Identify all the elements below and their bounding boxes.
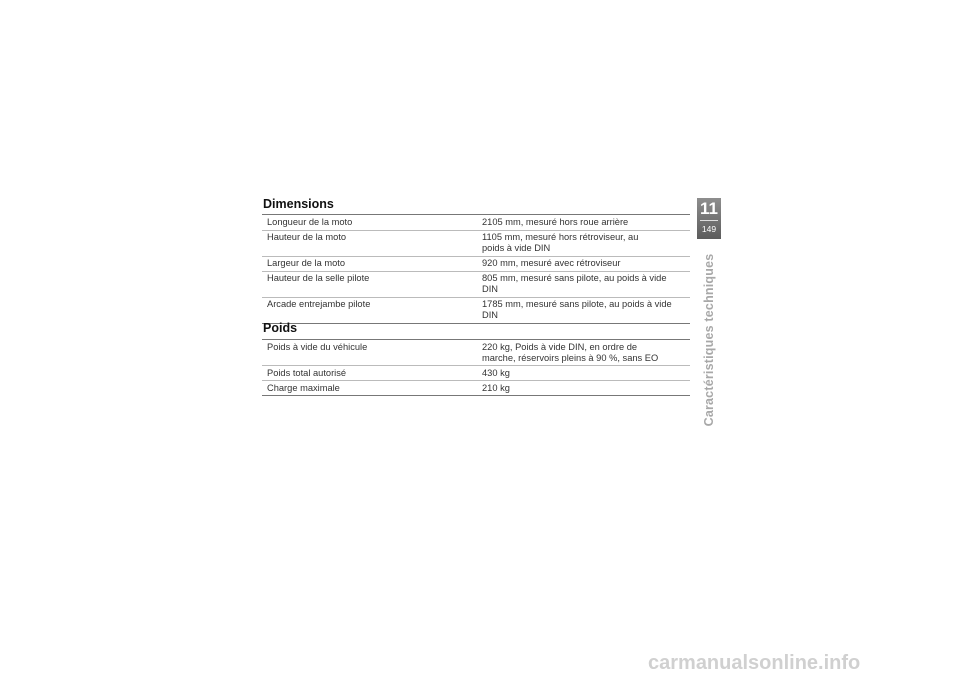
- spec-label: Hauteur de la selle pilote: [267, 273, 370, 283]
- table-row: [262, 297, 690, 323]
- spec-value: 430 kg: [482, 367, 510, 378]
- poids-heading: Poids: [263, 321, 298, 335]
- table-row: [262, 271, 690, 297]
- poids-table: [262, 339, 690, 396]
- spec-value: 1105 mm, mesuré hors rétroviseur, au poids à vide DIN: [482, 232, 639, 253]
- spec-label: Arcade entrejambe pilote: [267, 299, 371, 309]
- chapter-tab: [697, 198, 721, 239]
- table-row: [262, 340, 690, 366]
- spec-value: 920 mm, mesuré avec rétroviseur: [482, 258, 621, 268]
- spec-label: Poids total autorisé: [267, 367, 347, 378]
- spec-value: 220 kg, Poids à vide DIN, en ordre de marche, réservoirs pleins à 90 %, sans EO: [482, 341, 659, 363]
- dimensions-table: [262, 214, 690, 324]
- spec-label: Hauteur de la moto: [267, 232, 347, 242]
- spec-label: Poids à vide du véhicule: [267, 342, 368, 352]
- table-row: [262, 381, 690, 396]
- spec-label: Charge maximale: [267, 382, 340, 393]
- table-row: [262, 230, 690, 256]
- spec-value: 2105 mm, mesuré hors roue arrière: [482, 216, 629, 227]
- watermark: carmanualsonline.info: [648, 652, 861, 674]
- table-row: [262, 256, 690, 271]
- spec-label: Largeur de la moto: [267, 258, 346, 268]
- chapter-divider: [700, 220, 718, 221]
- chapter-side-title: Caractéristiques techniques: [702, 253, 716, 427]
- spec-value: 1785 mm, mesuré sans pilote, au poids à vide DIN: [482, 299, 672, 320]
- spec-value: 210 kg: [482, 382, 510, 393]
- chapter-number: 11: [700, 199, 718, 218]
- spec-label: Longueur de la moto: [267, 217, 353, 227]
- table-row: [262, 215, 690, 231]
- spec-value: 805 mm, mesuré sans pilote, au poids à vide DIN: [482, 273, 667, 294]
- table-row: [262, 366, 690, 381]
- page-number: 149: [701, 224, 717, 234]
- dimensions-heading: Dimensions: [263, 197, 334, 211]
